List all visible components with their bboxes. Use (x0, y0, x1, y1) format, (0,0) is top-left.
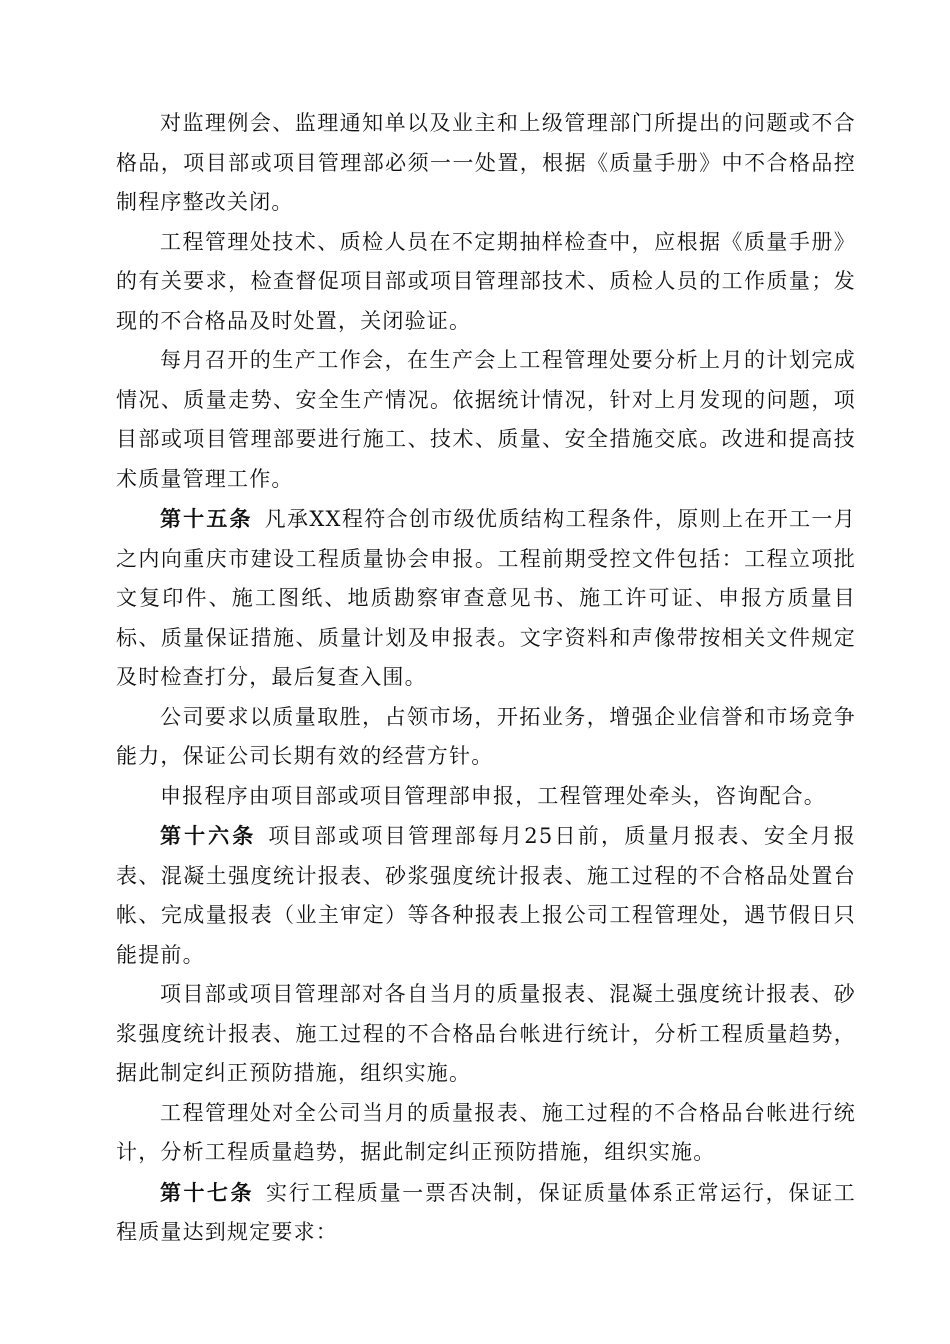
paragraph-5 (116, 698, 856, 777)
paragraph-text: 每月召开的生产工作会，在生产会上工程管理处要分析上月的计划完成情况、质量走势、安全生产情况。依据统计情况，针对上月发现的问题，项目部或项目管理部要进行施工、技术、质量、安全措施交底。改进和提高技术质量管理工作。 (116, 348, 856, 491)
paragraph-text: 项目部或项目管理部对各自当月的质量报表、混凝土强度统计报表、砂浆强度统计报表、施工过程的不合格品台帐进行统计，分析工程质量趋势，据此制定纠正预防措施，组织实施。 (116, 982, 856, 1085)
paragraph-text: 公司要求以质量取胜，占领市场，开拓业务，增强企业信誉和市场竞争能力，保证公司长期有效的经营方针。 (116, 704, 856, 768)
article-16 (116, 816, 856, 975)
article-15 (116, 499, 856, 698)
article-label: 第十七条 (160, 1179, 255, 1205)
paragraph-text: 工程管理处对全公司当月的质量报表、施工过程的不合格品台帐进行统计，分析工程质量趋势，据此制定纠正预防措施，组织实施。 (116, 1100, 856, 1164)
paragraph-3 (116, 341, 856, 499)
paragraph-text: 工程管理处技术、质检人员在不定期抽样检查中，应根据《质量手册》的有关要求，检查督促项目部或项目管理部技术、质检人员的工作质量；发现的不合格品及时处置，关闭验证。 (116, 229, 856, 333)
article-17 (116, 1173, 856, 1253)
paragraph-2 (116, 223, 856, 342)
paragraph-6 (116, 777, 856, 817)
article-label: 第十五条 (160, 506, 253, 531)
paragraph-8 (116, 975, 856, 1094)
document-body (116, 104, 856, 1253)
paragraph-1 (116, 104, 856, 223)
paragraph-text: 凡承XX程符合创市级优质结构工程条件，原则上在开工一月之内向重庆市建设工程质量协会申报。工程前期受控文件包括：工程立项批文复印件、施工图纸、地质勘察审查意见书、施工许可证、申报方质量目标、质量保证措施、质量计划及申报表。文字资料和声像带按相关文件规定及时检查打分，最后复查入围。 (116, 507, 856, 689)
paragraph-text: 项目部或项目管理部每月25日前，质量月报表、安全月报表、混凝土强度统计报表、砂浆强度统计报表、施工过程的不合格品处置台帐、完成量报表（业主审定）等各种报表上报公司工程管理处，遇节假日只能提前。 (116, 824, 856, 967)
paragraph-9 (116, 1094, 856, 1173)
article-label: 第十六条 (160, 823, 257, 848)
paragraph-text: 申报程序由项目部或项目管理部申报，工程管理处牵头，咨询配合。 (160, 783, 826, 808)
paragraph-text: 实行工程质量一票否决制，保证质量体系正常运行，保证工程质量达到规定要求： (116, 1180, 857, 1244)
paragraph-text: 对监理例会、监理通知单以及业主和上级管理部门所提出的问题或不合格品，项目部或项目管理部必须一一处置，根据《质量手册》中不合格品控制程序整改关闭。 (116, 111, 856, 214)
